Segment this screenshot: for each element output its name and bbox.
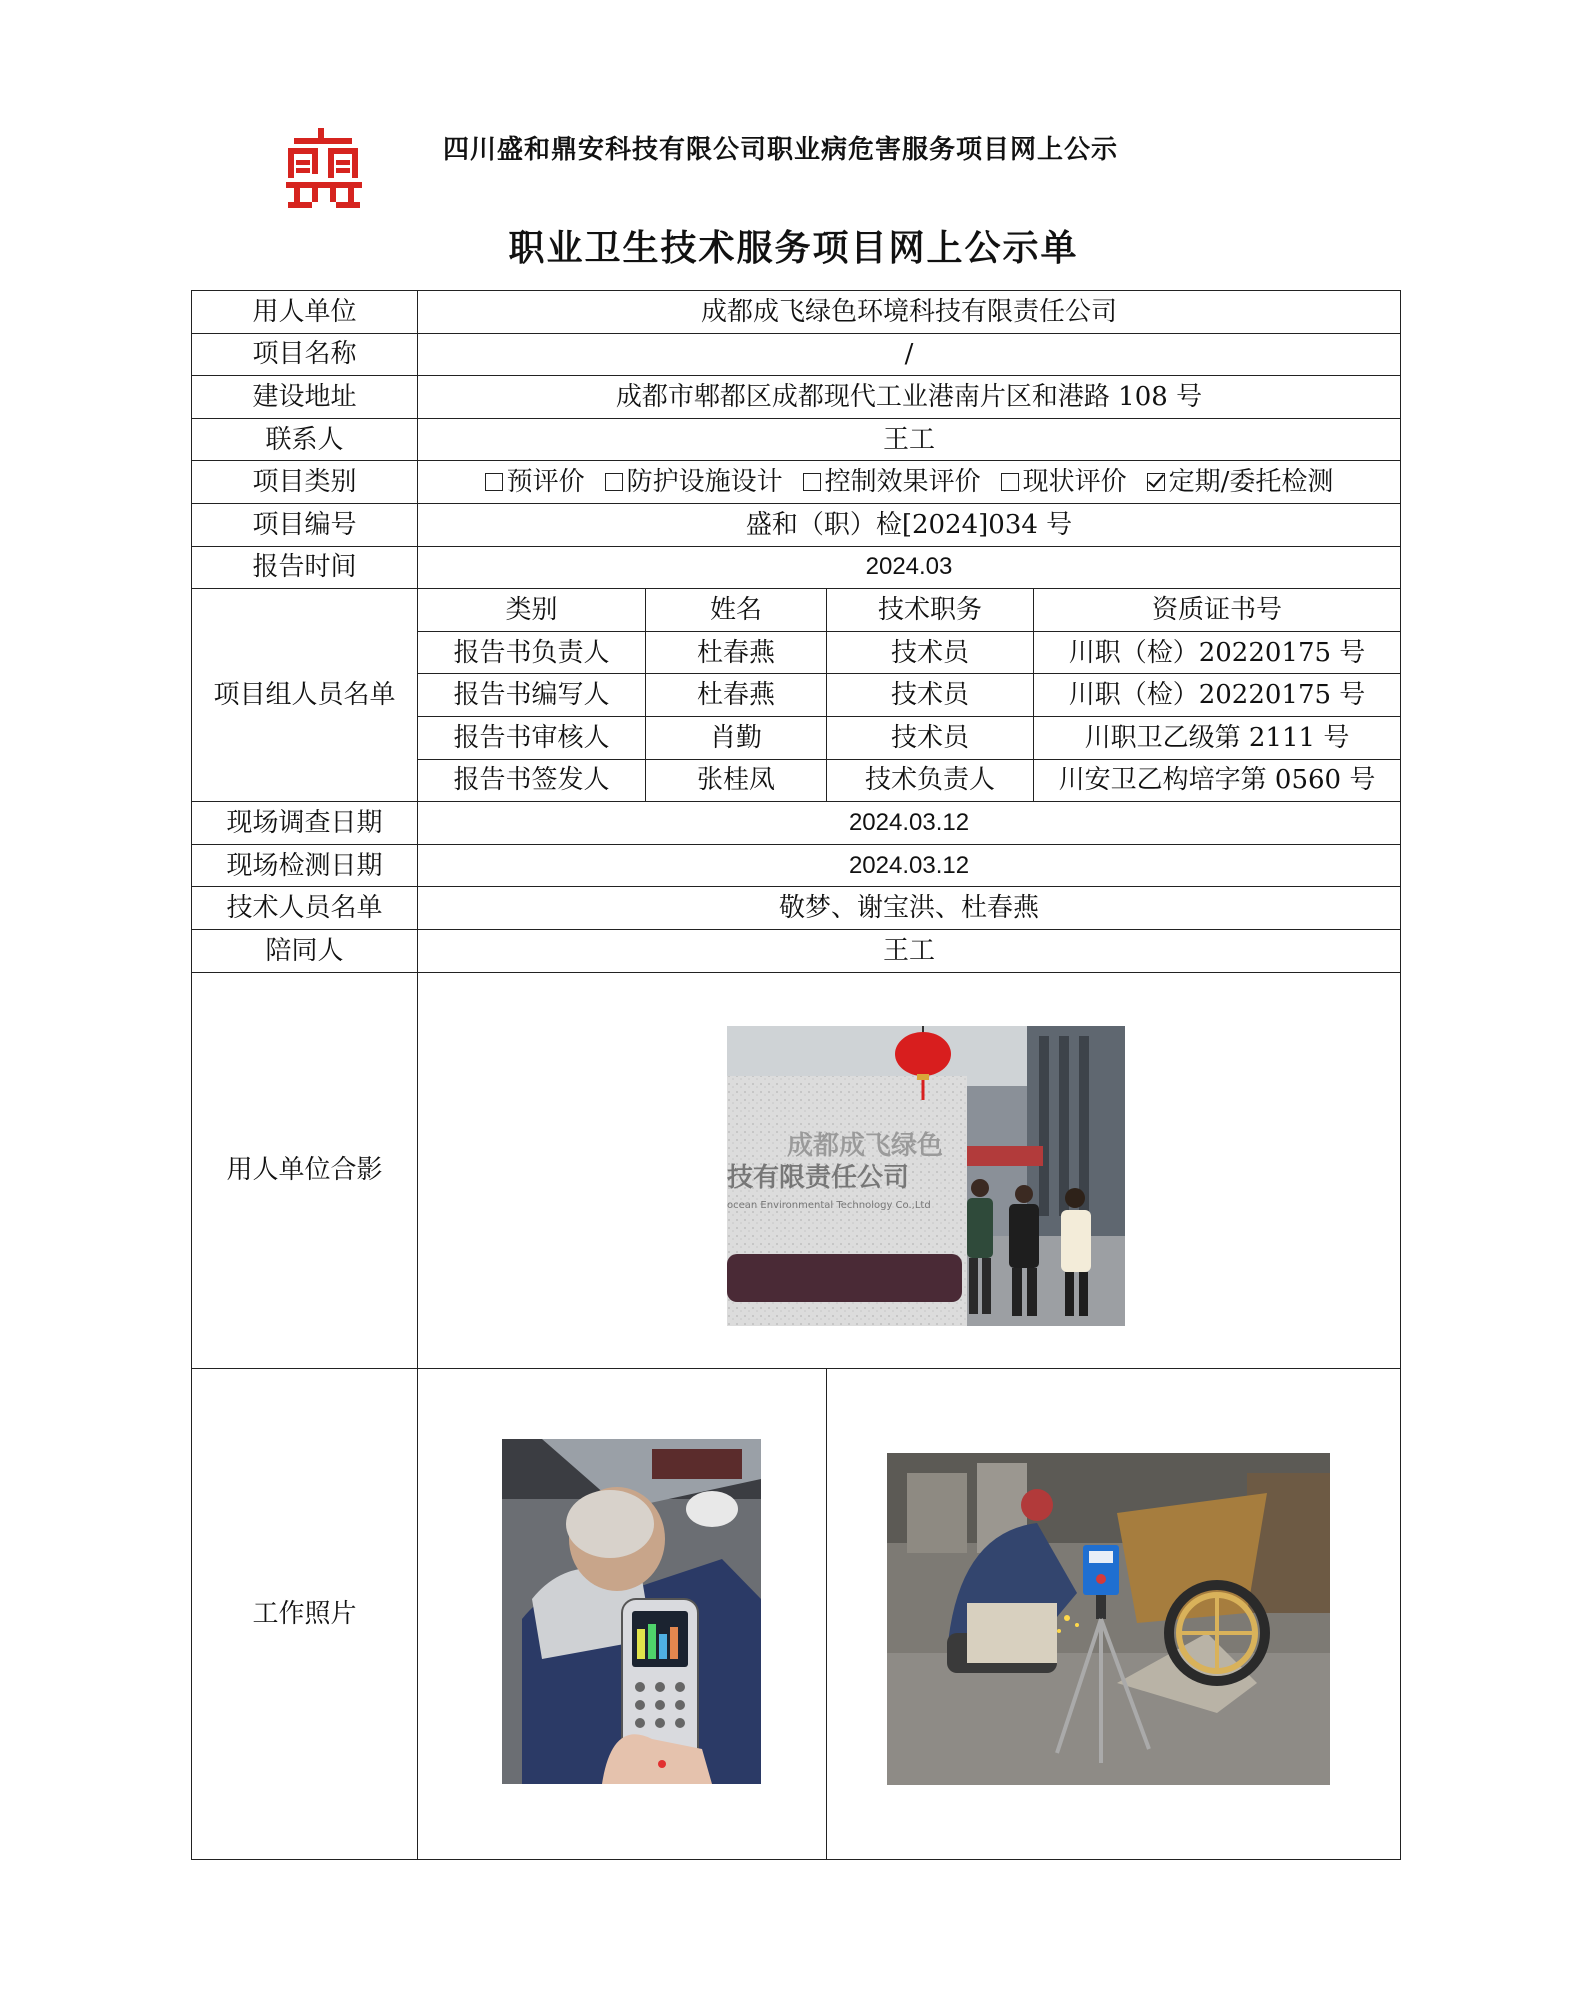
category-option-control-effect [803,467,981,497]
work-photo-cell-left [418,1368,827,1859]
company-seal-logo [284,126,364,210]
category-option-label: 控制效果评价 [824,466,981,497]
sign-text-cn-1: 成都成飞绿色 [787,1130,944,1161]
category-option-periodic-testing [1147,467,1334,497]
group-photo-cell [418,972,1401,1368]
label-group-photo: 用人单位合影 [192,972,418,1368]
row-project-name [192,333,1401,376]
team-title: 技术员 [827,716,1034,759]
row-work-photos [192,1368,1401,1859]
work-photo-grinding-test [887,1453,1330,1785]
team-name: 杜春燕 [646,674,827,717]
label-survey-date: 现场调查日期 [192,802,418,845]
team-role: 报告书审核人 [418,716,646,759]
team-role: 报告书签发人 [418,759,646,802]
team-cert: 川职（检）20220175 号 [1034,674,1401,717]
row-contact [192,418,1401,461]
label-employer: 用人单位 [192,291,418,334]
row-category [192,461,1401,504]
team-header-title: 技术职务 [827,589,1034,632]
team-cert: 川安卫乙构培字第 0560 号 [1034,759,1401,802]
row-escort [192,929,1401,972]
row-survey-date [192,802,1401,845]
category-option-label: 现状评价 [1022,466,1127,497]
value-survey-date: 2024.03.12 [418,802,1401,845]
checkbox-empty-icon [1001,473,1019,491]
row-group-photo [192,972,1401,1368]
row-report-time [192,546,1401,589]
category-options [418,461,1401,504]
checkbox-empty-icon [803,473,821,491]
team-header-name: 姓名 [646,589,827,632]
team-role: 报告书负责人 [418,631,646,674]
label-category: 项目类别 [192,461,418,504]
category-option-status-evaluation [1001,467,1127,497]
team-header-cert: 资质证书号 [1034,589,1401,632]
team-header-role: 类别 [418,589,646,632]
label-test-date: 现场检测日期 [192,844,418,887]
work-photo-noise-meter [502,1439,761,1784]
sign-text-cn-2: 技有限责任公司 [727,1162,910,1193]
label-report-time: 报告时间 [192,546,418,589]
label-address: 建设地址 [192,376,418,419]
notice-form-table [191,290,1401,1860]
team-name: 肖勤 [646,716,827,759]
work-photo-cell-right [827,1368,1401,1859]
category-option-label: 预评价 [506,466,585,497]
group-photo-image [727,1026,1125,1326]
row-employer [192,291,1401,334]
team-title: 技术员 [827,674,1034,717]
label-work-photos: 工作照片 [192,1368,418,1859]
value-employer: 成都成飞绿色环境科技有限责任公司 [418,291,1401,334]
checkbox-empty-icon [485,473,503,491]
value-test-date: 2024.03.12 [418,844,1401,887]
label-project-name: 项目名称 [192,333,418,376]
team-title: 技术员 [827,631,1034,674]
value-report-time: 2024.03 [418,546,1401,589]
value-technicians: 敬梦、谢宝洪、杜春燕 [418,887,1401,930]
category-option-pre-evaluation [485,467,585,497]
value-project-number: 盛和（职）检[2024]034 号 [418,503,1401,546]
team-name: 张桂凤 [646,759,827,802]
row-address [192,376,1401,419]
value-project-name: / [418,333,1401,376]
value-escort: 王工 [418,929,1401,972]
value-contact: 王工 [418,418,1401,461]
label-contact: 联系人 [192,418,418,461]
row-team-header [192,589,1401,632]
checkbox-checked-icon [1147,473,1165,491]
category-option-protection-design [605,467,783,497]
label-project-number: 项目编号 [192,503,418,546]
label-technicians: 技术人员名单 [192,887,418,930]
team-title: 技术负责人 [827,759,1034,802]
label-team: 项目组人员名单 [192,589,418,802]
document-title: 职业卫生技术服务项目网上公示单 [508,227,1079,269]
team-cert: 川职（检）20220175 号 [1034,631,1401,674]
team-role: 报告书编写人 [418,674,646,717]
category-option-label: 防护设施设计 [626,466,783,497]
label-escort: 陪同人 [192,929,418,972]
company-notice-title: 四川盛和鼎安科技有限公司职业病危害服务项目网上公示 [443,135,1119,165]
row-technicians [192,887,1401,930]
sign-text-en: ocean Environmental Technology Co.,Ltd [727,1199,931,1211]
category-option-label: 定期/委托检测 [1168,466,1334,497]
value-address: 成都市郫都区成都现代工业港南片区和港路 108 号 [418,376,1401,419]
team-name: 杜春燕 [646,631,827,674]
row-project-number [192,503,1401,546]
team-cert: 川职卫乙级第 2111 号 [1034,716,1401,759]
row-test-date [192,844,1401,887]
checkbox-empty-icon [605,473,623,491]
